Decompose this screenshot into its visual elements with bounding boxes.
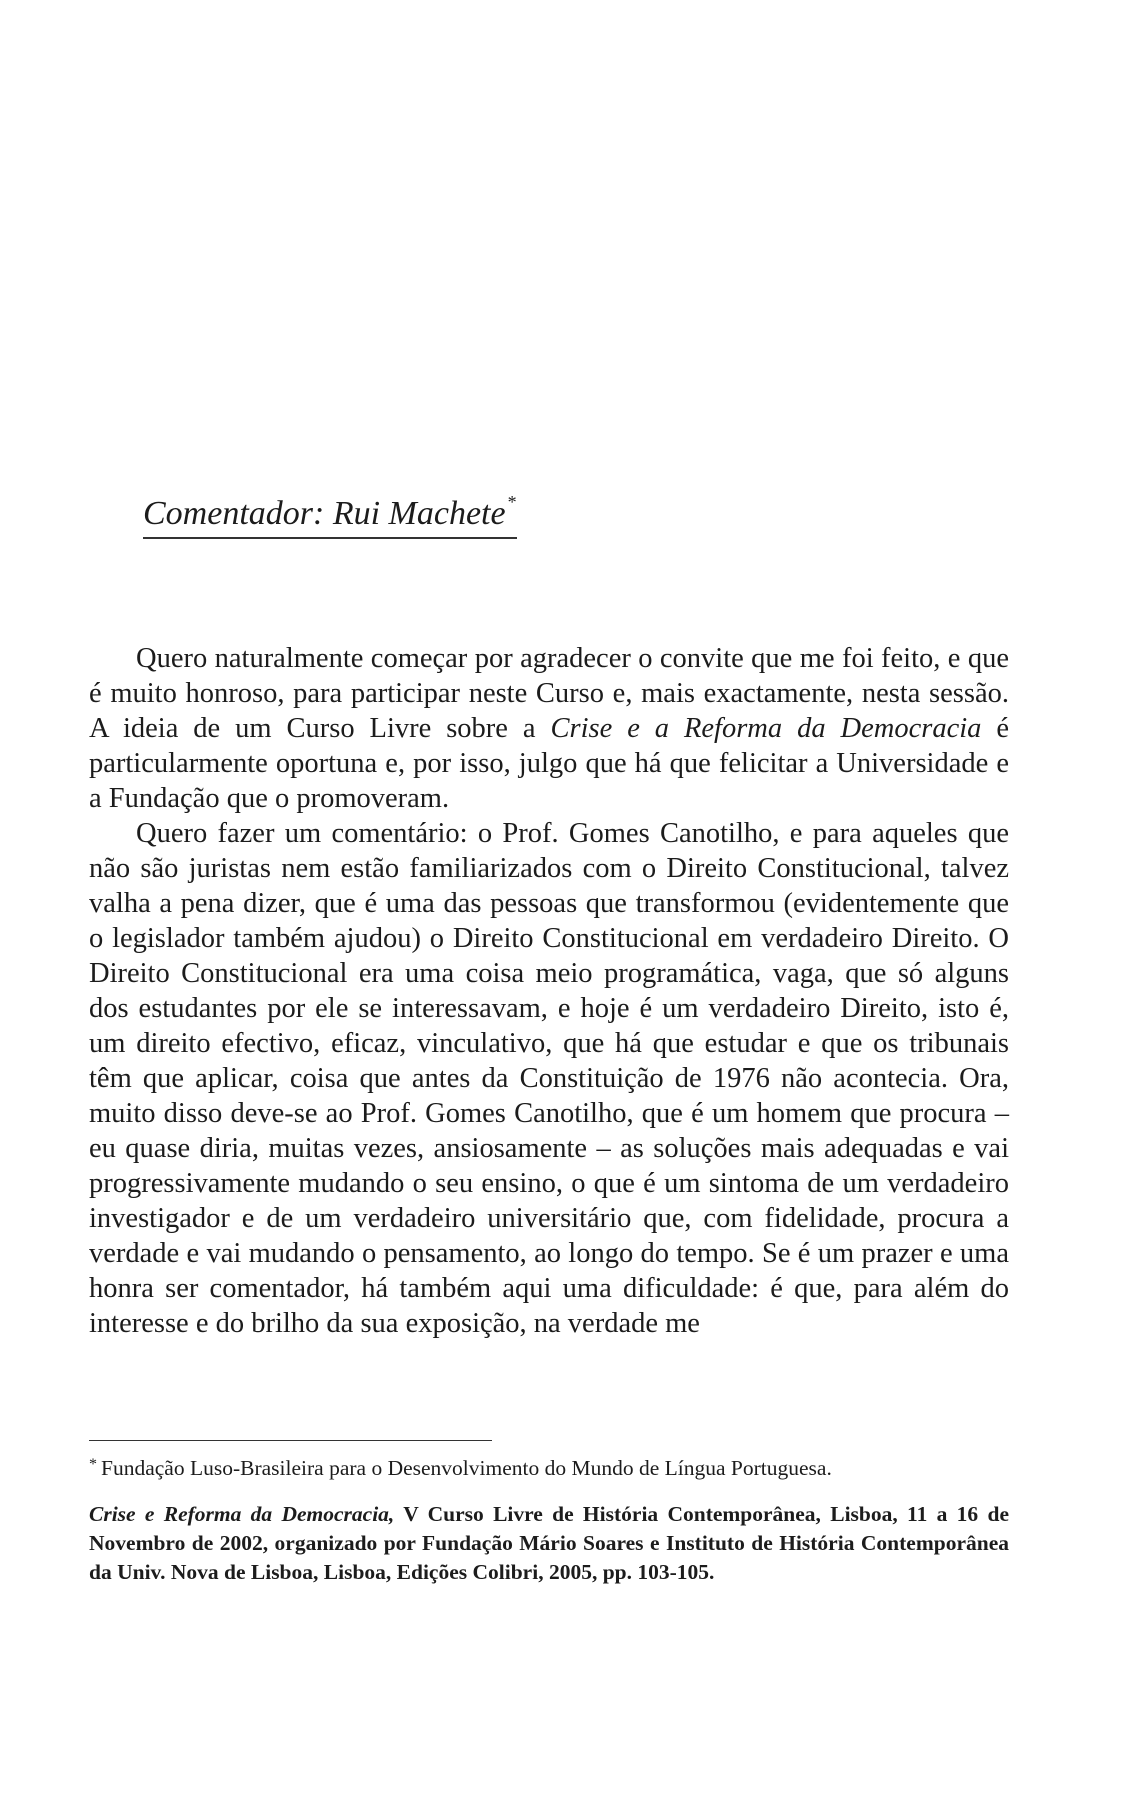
citation-title: Crise e Reforma da Democracia, (89, 1502, 395, 1526)
footnote-mark: * (89, 1456, 97, 1473)
footnote-divider (89, 1440, 492, 1441)
course-title-italic: Crise e a Reforma da Democracia (550, 713, 982, 744)
paragraph-1 (89, 641, 1009, 816)
source-citation (89, 1500, 1009, 1587)
citation-details: V Curso Livre de História Contemporânea, Lisboa, 11 a 16 de Novembro de 2002, organizado por Fundação Mário Soares e Instituto de História Contemporânea da Univ. Nova de Lisboa, Lisboa, Edições Colibri, 2005, pp. 103-105. (89, 1502, 1009, 1584)
heading-label: Comentador: (143, 495, 325, 532)
footnote (89, 1454, 1009, 1482)
footnote-text: Fundação Luso-Brasileira para o Desenvolvimento do Mundo de Língua Portuguesa. (101, 1456, 832, 1480)
paragraph-2: Quero fazer um comentário: o Prof. Gomes Canotilho, e para aqueles que não são juristas nem estão familiarizados com o Direito Constitucional, talvez valha a pena dizer, que é uma das pessoas que transformou (evidentemente que o legislador também ajudou) o Direito Constitucional em verdadeiro Direito. O Direito Constitucional era uma coisa meio programática, vaga, que só alguns dos estudantes por ele se interessavam, e hoje é um verdadeiro Direito, isto é, um direito efectivo, eficaz, vinculativo, que há que estudar e que os tribunais têm que aplicar, coisa que antes da Constituição de 1976 não acontecia. Ora, muito disso deve-se ao Prof. Gomes Canotilho, que é um homem que procura – eu quase diria, muitas vezes, ansiosamente – as soluções mais adequadas e vai progressivamente mudando o seu ensino, o que é um sintoma de um verdadeiro investigador e de um verdadeiro universitário que, com fidelidade, procura a verdade e vai mudando o pensamento, ao longo do tempo. Se é um prazer e uma honra ser comentador, há também aqui uma dificuldade: é que, para além do interesse e do brilho da sua exposição, na verdade me (89, 818, 1009, 1339)
body-text (89, 641, 1009, 1341)
paragraph-1-end: é particularmente oportuna e, por isso, julgo que há que felicitar a Universidade e a Fundação que o promoveram. (89, 713, 1010, 814)
commentator-name: Rui Machete (332, 495, 506, 532)
section-heading (143, 492, 517, 539)
paragraph-1-start: Quero naturalmente começar por agradecer o convite que me foi feito, e que é muito honroso, para participar neste Curso e, mais exactamente, nesta sessão. A ideia de um Curso Livre sobre a (89, 643, 1009, 744)
heading-footnote-mark: * (507, 492, 517, 512)
